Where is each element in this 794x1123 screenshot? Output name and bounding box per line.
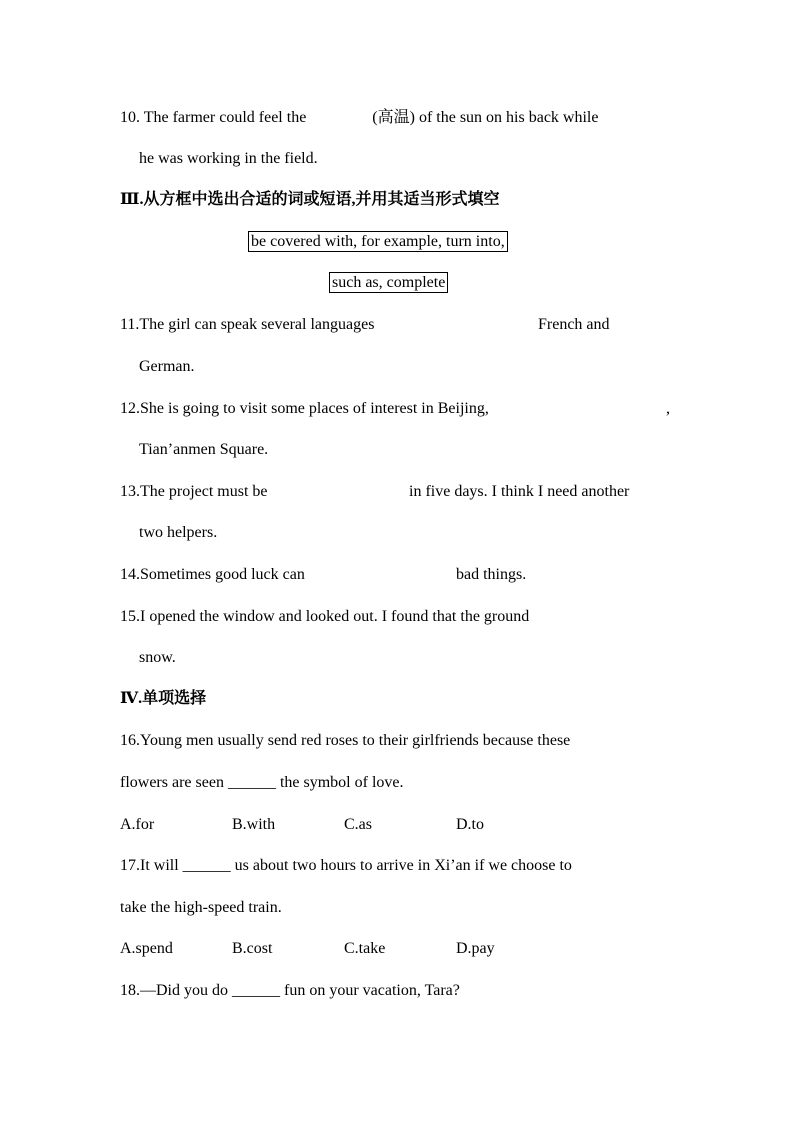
q12-line1-a: 12.She is going to visit some places of interest in Beijing, <box>120 400 489 417</box>
q17-option-c: C.take <box>344 940 386 957</box>
q10-line2: he was working in the field. <box>139 150 318 167</box>
q10-text-a: 10. The farmer could feel the <box>120 109 307 126</box>
word-box-line2: such as, complete <box>329 272 448 293</box>
q14-line1-b: bad things. <box>456 566 527 583</box>
q11-line1-b: French and <box>538 316 610 333</box>
q16-line1: 16.Young men usually send red roses to their girlfriends because these <box>120 732 571 749</box>
q10-text-b: (高温) of the sun on his back while <box>372 109 599 126</box>
q12-line2: Tian’anmen Square. <box>139 441 269 458</box>
q17-option-d: D.pay <box>456 940 495 957</box>
q13-line1-a: 13.The project must be <box>120 483 268 500</box>
q16-option-d: D.to <box>456 816 484 833</box>
q17-option-a: A.spend <box>120 940 173 957</box>
q11-line2: German. <box>139 358 195 375</box>
q15-line2: snow. <box>139 649 176 666</box>
q12-line1-b: , <box>666 400 670 417</box>
word-box-line1: be covered with, for example, turn into, <box>248 231 508 252</box>
q17-option-b: B.cost <box>232 940 273 957</box>
q16-option-a: A.for <box>120 816 155 833</box>
q18-line1: 18.—Did you do ______ fun on your vacation, Tara? <box>120 982 460 999</box>
q13-line2: two helpers. <box>139 524 218 541</box>
q16-option-b: B.with <box>232 816 276 833</box>
q16-line2: flowers are seen ______ the symbol of love. <box>120 774 404 791</box>
q14-line1-a: 14.Sometimes good luck can <box>120 566 305 583</box>
q17-line1: 17.It will ______ us about two hours to arrive in Xi’an if we choose to <box>120 857 572 874</box>
section4-heading: Ⅳ.单项选择 <box>120 690 207 707</box>
section3-heading: Ⅲ.从方框中选出合适的词或短语,并用其适当形式填空 <box>120 191 500 208</box>
q13-line1-b: in five days. I think I need another <box>409 483 630 500</box>
q15-line1: 15.I opened the window and looked out. I found that the ground <box>120 608 530 625</box>
q11-line1-a: 11.The girl can speak several languages <box>120 316 375 333</box>
q16-option-c: C.as <box>344 816 372 833</box>
q10-line1 <box>120 108 598 128</box>
q17-line2: take the high-speed train. <box>120 899 282 916</box>
